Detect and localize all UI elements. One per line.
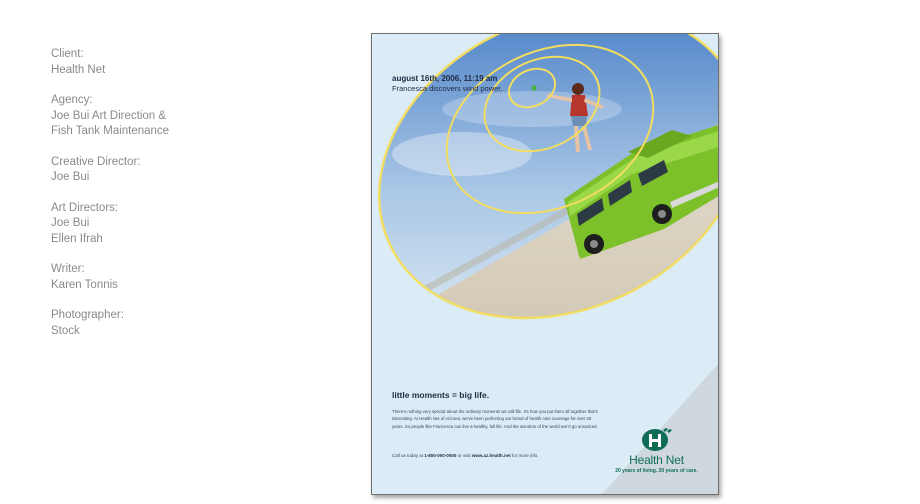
credit-writer bbox=[51, 262, 311, 293]
credit-label: Photographer: bbox=[51, 309, 124, 321]
credit-label: Writer: bbox=[51, 263, 85, 275]
health-net-logo-icon bbox=[641, 426, 673, 452]
credit-value: Joe Bui Art Direction & bbox=[51, 109, 167, 122]
contact-url: www.az.health.net bbox=[471, 453, 511, 458]
ad-print bbox=[371, 33, 719, 495]
ad-caption: Francesca discovers wind power. bbox=[392, 84, 503, 93]
credit-value: Karen Tonnis bbox=[51, 278, 118, 291]
contact-phone: 1-800-000-0000 bbox=[424, 453, 457, 458]
contact-suffix: for more info. bbox=[511, 453, 539, 458]
credit-label: Art Directors: bbox=[51, 201, 119, 214]
credit-value: Stock bbox=[51, 324, 80, 337]
ad-tagline: little moments = big life. bbox=[392, 390, 490, 400]
credit-value: Joe Bui bbox=[51, 171, 90, 183]
credit-value: Health Net bbox=[51, 63, 106, 76]
contact-prefix: Call us today at bbox=[392, 453, 424, 458]
credit-value: Fish Tank Maintenance bbox=[51, 125, 170, 137]
credit-value: Ellen Ifrah bbox=[51, 232, 103, 245]
credit-photographer bbox=[51, 308, 311, 339]
credit-agency bbox=[51, 93, 311, 140]
credit-client bbox=[51, 47, 311, 78]
contact-mid: or visit bbox=[457, 453, 471, 458]
ad-contact bbox=[392, 453, 539, 458]
brand-name: Health Net bbox=[629, 453, 684, 467]
credit-creative-director bbox=[51, 155, 311, 186]
credits-list bbox=[51, 47, 311, 354]
brand-tagline: 20 years of living. 20 years of care. bbox=[615, 468, 698, 474]
credit-value: Joe Bui bbox=[51, 217, 90, 229]
health-net-logo bbox=[599, 426, 714, 474]
credit-label: Creative Director: bbox=[51, 155, 141, 168]
credit-label: Agency: bbox=[51, 94, 93, 106]
ad-body-copy: There's nothing very special about the ordinary moments we call life. It's how you put them all together that's interesting. At Health Net of Arizona, we've been perfecting our brand of health care coverage for over 20 years. So people like Francesca can live a healthy, full life. And the wonders of the world won't go unnoticed. bbox=[392, 409, 598, 429]
credit-label: Client: bbox=[51, 48, 84, 60]
ad-headline bbox=[392, 74, 502, 94]
credit-art-directors bbox=[51, 201, 311, 248]
ad-date: august 16th, 2006, 11:19 am bbox=[392, 74, 498, 83]
